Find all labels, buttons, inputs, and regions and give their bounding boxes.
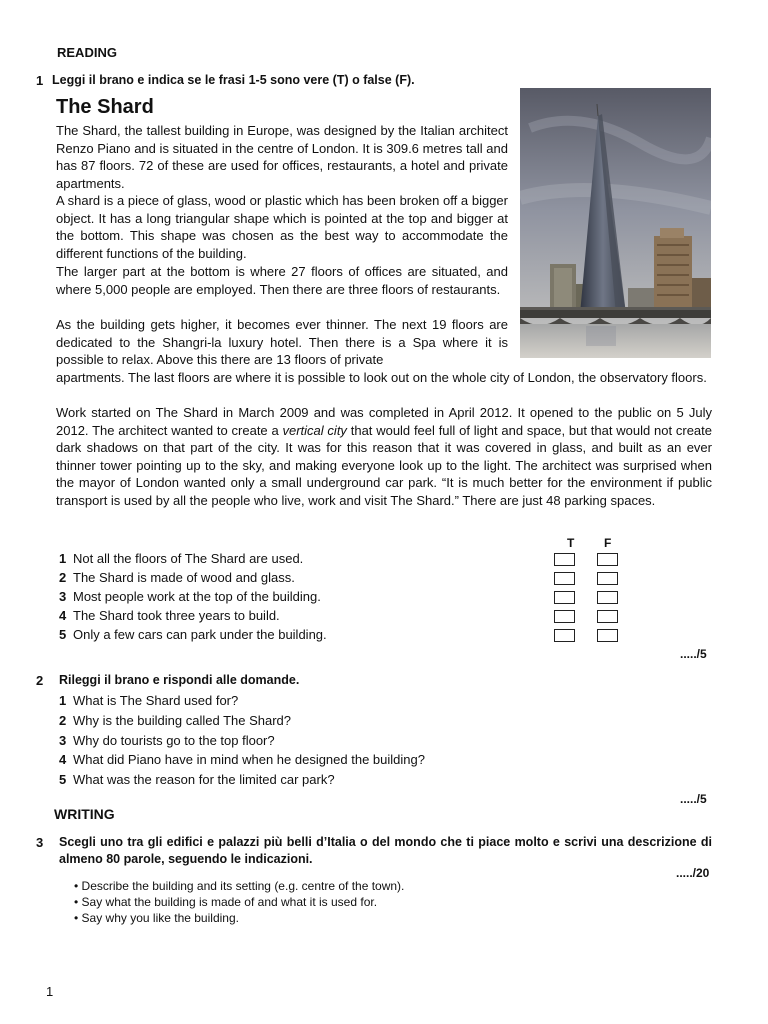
statement-number: 5 (59, 627, 67, 642)
article-title: The Shard (56, 96, 154, 118)
exercise-number: 3 (36, 835, 44, 850)
false-checkbox[interactable] (597, 610, 618, 623)
false-checkbox[interactable] (597, 553, 618, 566)
article-paragraph: apartments. The last floors are where it is possible to look out on the whole city of London, the observatory floors. (56, 370, 707, 385)
statement-number: 3 (59, 589, 67, 604)
true-checkbox[interactable] (554, 629, 575, 642)
true-checkbox[interactable] (554, 610, 575, 623)
statement-item (59, 570, 295, 585)
question-number: 4 (59, 752, 67, 767)
guideline-item: • Say what the building is made of and what it is used for. (74, 895, 378, 909)
score-ex1: ...../5 (680, 647, 707, 661)
exercise-instruction: Leggi il brano e indica se le frasi 1-5 sono vere (T) o false (F). (52, 73, 415, 87)
article-paragraph (56, 404, 712, 510)
true-checkbox[interactable] (554, 591, 575, 604)
article-paragraph: As the building gets higher, it becomes ever thinner. The next 19 floors are dedicated to the Shangri-la luxury hotel. Then there is a Spa where it is possible to relax. Above this there are 13 floors of private (56, 317, 508, 368)
article-paragraph: A shard is a piece of glass, wood or plastic which has been broken off a bigger object. It has a long triangular shape which is pointed at the top and bigger at the bottom. This shape was chosen as the best way to accommodate the different functions of the building. (56, 193, 508, 261)
exercise-number: 1 (36, 73, 44, 88)
question-item (59, 733, 275, 748)
score-ex3: ...../20 (676, 866, 710, 880)
question-text: What was the reason for the limited car park? (73, 772, 335, 787)
question-number: 1 (59, 693, 67, 708)
true-checkbox[interactable] (554, 572, 575, 585)
statement-text: Most people work at the top of the building. (73, 589, 321, 604)
shard-photo (520, 88, 711, 358)
question-item (59, 713, 291, 728)
statement-number: 4 (59, 608, 67, 623)
true-column-header: T (567, 536, 575, 550)
statement-item (59, 627, 327, 642)
question-number: 2 (59, 713, 67, 728)
question-number: 5 (59, 772, 67, 787)
question-item (59, 752, 425, 767)
question-item (59, 693, 238, 708)
question-item (59, 772, 335, 787)
statement-item (59, 589, 321, 604)
statement-text: The Shard is made of wood and glass. (73, 570, 295, 585)
false-checkbox[interactable] (597, 629, 618, 642)
statement-text: Not all the floors of The Shard are used. (73, 551, 304, 566)
statement-text: The Shard took three years to build. (73, 608, 280, 623)
article-paragraph: The larger part at the bottom is where 27 floors of offices are situated, and where 5,000 people are employed. Then there are three floors of restaurants. (56, 264, 508, 297)
question-number: 3 (59, 733, 67, 748)
question-text: Why do tourists go to the top floor? (73, 733, 275, 748)
true-checkbox[interactable] (554, 553, 575, 566)
article-text: Work started on The Shard in March 2009 and was completed in April 2012. It opened to the public on 5 July 2012. The architect wanted to create a (56, 405, 712, 438)
false-checkbox[interactable] (597, 591, 618, 604)
section-heading-reading: READING (57, 45, 117, 60)
score-ex2: ...../5 (680, 792, 707, 806)
exercise-instruction: Rileggi il brano e rispondi alle domande. (59, 673, 300, 687)
question-text: What is The Shard used for? (73, 693, 239, 708)
statement-text: Only a few cars can park under the building. (73, 627, 327, 642)
statement-number: 1 (59, 551, 67, 566)
article-paragraph: The Shard, the tallest building in Europe, was designed by the Italian architect Renzo Piano and is situated in the centre of London. It is 309.6 metres tall and has 87 floors. 72 of these are used for offices, restaurants, a hotel and private apartments. (56, 123, 508, 191)
exercise-instruction: Scegli uno tra gli edifici e palazzi più belli d’Italia o del mondo che ti piace molto e scrivi una descrizione di almeno 80 parole, seguendo le indicazioni. (59, 835, 712, 866)
article-text: that would feel full of light and space, but that would not create dark shadows on that part of the city. It was for this reason that it was covered in glass, and built as an ever thinner tower pointing up to the sky, and making everyone look up to the light. The architect was surprised when the mayor of London wanted only a small underground car park. “It is much better for the environment if public transport is used by all the people who live, work and visit The Shard.” There are just 48 parking spaces. (56, 422, 712, 508)
false-column-header: F (604, 536, 612, 550)
exercise-number: 2 (36, 673, 44, 688)
guideline-item: • Describe the building and its setting (e.g. centre of the town). (74, 879, 405, 893)
article-emphasis: vertical city (282, 422, 347, 438)
section-heading-writing: WRITING (54, 806, 115, 822)
guideline-item: • Say why you like the building. (74, 911, 239, 925)
statement-number: 2 (59, 570, 67, 585)
statement-item (59, 551, 303, 566)
statement-item (59, 608, 280, 623)
false-checkbox[interactable] (597, 572, 618, 585)
question-text: Why is the building called The Shard? (73, 713, 291, 728)
question-text: What did Piano have in mind when he designed the building? (73, 752, 425, 767)
page-number: 1 (46, 984, 54, 999)
